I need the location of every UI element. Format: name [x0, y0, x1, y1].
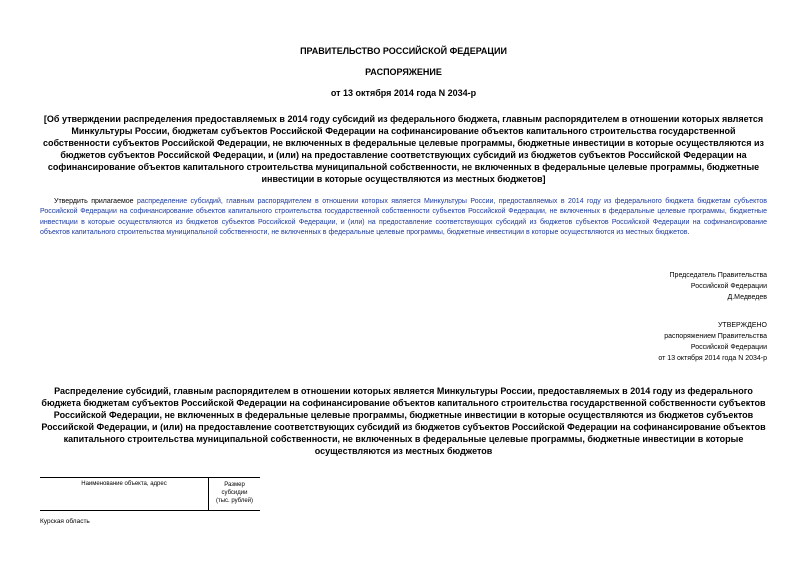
- column-subsidy-line2: субсидии: [221, 490, 248, 496]
- signature-block: [467, 270, 767, 303]
- order-lead: Утвердить прилагаемое: [54, 198, 137, 205]
- signature-position: Председатель Правительства: [669, 272, 767, 279]
- table-divider: [40, 510, 260, 511]
- approval-block: [467, 320, 767, 364]
- distribution-table-header: [40, 477, 260, 504]
- approval-by: распоряжением Правительства: [664, 333, 767, 340]
- column-subsidy-line1: Размер: [224, 482, 245, 488]
- distribution-link[interactable]: распределение субсидий, главным распорядителем в отношении которых является Минкультуры России, предоставляемых в 2014 году из федерального бюджета бюджетам субъектов Российской Федерации на софинансирование объектов капитального строительства государственной собственности субъектов Российской Федерации, не включенных в федеральные целевые программы, бюджетные инвестиции в которые осуществляются из бюджетов субъектов Российской Федерации, и (или) на предоставление соответствующих субсидий из бюджетов субъектов Российской Федерации на софинансирование объектов капитального строительства муниципальной собственности, не включенных в федеральные целевые программы, бюджетные инвестиции в которые осуществляются из местных бюджетов: [40, 198, 767, 237]
- approval-org: Российской Федерации: [690, 344, 767, 351]
- document-date-number: от 13 октября 2014 года N 2034-р: [330, 88, 477, 98]
- column-object-name: Наименование объекта, адрес: [81, 481, 167, 487]
- document-subject: [Об утверждении распределения предоставляемых в 2014 году субсидий из федерального бюджета, главным распорядителем в отношении которых является Минкультуры России, бюджетам субъектов Российской Федерации на софинансирование объектов капитального строительства государственной собственности субъектов Российской Федерации, не включенных в федеральные целевые программы, бюджетные инвестиции в которые осуществляются из бюджетов субъектов Российской Федерации, и (или) на предоставление соответствующих субсидий из бюджетов субъектов Российской Федерации на софинансирование объектов капитального строительства муниципальной собственности, не включенных в федеральные целевые программы, бюджетные инвестиции в которые осуществляются из местных бюджетов]: [42, 114, 765, 184]
- government-name: ПРАВИТЕЛЬСТВО РОССИЙСКОЙ ФЕДЕРАЦИИ: [300, 46, 507, 56]
- column-subsidy-line3: (тыс. рублей): [215, 498, 254, 504]
- distribution-title: Распределение субсидий, главным распорядителем в отношении которых является Минкультуры России, предоставляемых в 2014 году из федерального бюджета бюджетам субъектов Российской Федерации на софинансирование объектов капитального строительства государственной собственности субъектов Российской Федерации, не включенных в федеральные целевые программы, бюджетные инвестиции в которые осуществляются из бюджетов субъектов Российской Федерации, и (или) на предоставление соответствующих субсидий из бюджетов субъектов Российской Федерации на софинансирование объектов капитального строительства муниципальной собственности, не включенных в федеральные целевые программы, бюджетные инвестиции в которые осуществляются из местных бюджетов: [41, 386, 766, 456]
- order-body: [40, 197, 767, 239]
- signature-name: Д.Медведев: [727, 294, 767, 301]
- document-type: РАСПОРЯЖЕНИЕ: [365, 67, 442, 77]
- order-tail: .: [687, 229, 690, 237]
- column-subsidy-size: [208, 478, 260, 510]
- approval-date: от 13 октября 2014 года N 2034-р: [658, 355, 767, 362]
- region-label: Курская область: [40, 518, 90, 525]
- approval-stamp: УТВЕРЖДЕНО: [717, 322, 767, 329]
- signature-org: Российской Федерации: [690, 283, 767, 290]
